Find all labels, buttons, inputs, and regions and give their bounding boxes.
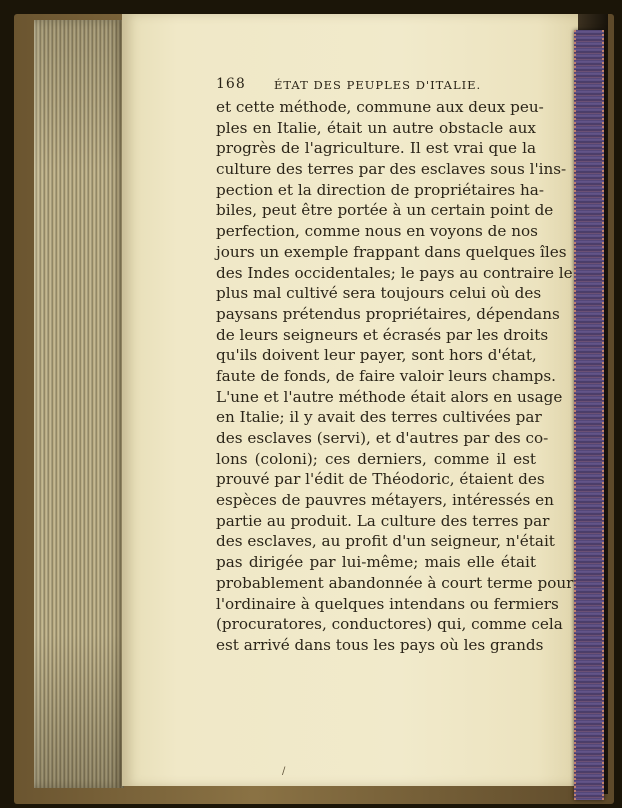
text-line: partie au produit. La culture des terres par [216, 511, 550, 530]
text-line: perfection, comme nous en voyons de nos [216, 222, 538, 241]
text-line: biles, peut être portée à un certain point de [216, 201, 554, 220]
running-header [216, 76, 536, 96]
text-line: pection et la direction de propriétaires ha- [216, 180, 544, 199]
text-line: plus mal cultivé sera toujours celui où des [216, 284, 542, 303]
body-text [216, 97, 574, 656]
text-line: en Italie; il y avait des terres cultivées par [216, 408, 542, 427]
text-line: progrès de l'agriculture. Il est vrai que la [216, 139, 536, 158]
running-title: ÉTAT DES PEUPLES D'ITALIE. [274, 78, 482, 92]
text-line: paysans prétendus propriétaires, dépendans [216, 304, 560, 323]
footer-mark: / [282, 766, 286, 777]
page-edges [34, 20, 124, 788]
text-line: faute de fonds, de faire valoir leurs champs. [216, 366, 556, 385]
page-number: 168 [216, 76, 246, 92]
text-line: (procuratores, conductores) qui, comme cela [216, 615, 563, 634]
text-line: de leurs seigneurs et écrasés par les droits [216, 325, 549, 344]
text-line: L'une et l'autre méthode était alors en usage [216, 387, 563, 406]
text-line: ples en Italie, était un autre obstacle aux [216, 118, 536, 137]
text-line: qu'ils doivent leur payer, sont hors d'état, [216, 346, 537, 365]
text-line: des esclaves, au profit d'un seigneur, n'était [216, 532, 555, 551]
text-line: culture des terres par des esclaves sous l'ins- [216, 160, 567, 179]
text-line: pas dirigée par lui-même; mais elle était [216, 553, 536, 572]
text-line: probablement abandonnée à court terme pour [216, 573, 574, 592]
text-line: jours un exemple frappant dans quelques îles [216, 242, 567, 261]
text-line: des Indes occidentales; le pays au contraire le [216, 263, 573, 282]
text-line: et cette méthode, commune aux deux peu- [216, 98, 544, 116]
text-line: est arrivé dans tous les pays où les grands [216, 635, 544, 654]
text-line: l'ordinaire à quelques intendans ou fermiers [216, 594, 559, 613]
text-line: des esclaves (servi), et d'autres par des co- [216, 429, 549, 447]
text-line: lons (coloni); ces derniers, comme il est [216, 449, 536, 468]
text-line: espèces de pauvres métayers, intéressés en [216, 491, 554, 510]
bookmark-ribbon [574, 30, 604, 800]
text-line: prouvé par l'édit de Théodoric, étaient des [216, 470, 545, 489]
